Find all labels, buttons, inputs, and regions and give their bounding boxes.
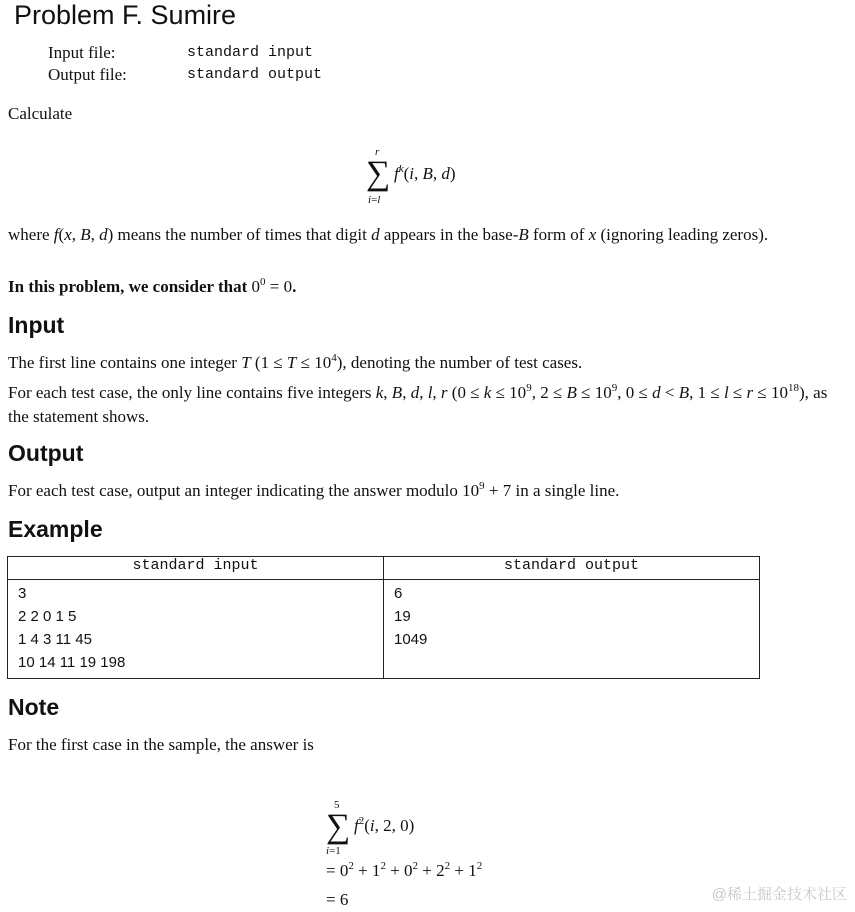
example-col-input: standard input [8, 557, 384, 580]
note-heading: Note [8, 694, 60, 720]
example-input-line: 3 [18, 585, 27, 602]
main-formula: r ∑ i=l $f^k(i$, B, d) [366, 146, 456, 206]
input-line1: The first line contains one integer T $(1 \le T \le 10^4)$, denoting the number of test cases. [8, 352, 583, 372]
watermark: @稀土掘金技术社区 [711, 886, 847, 903]
input-file-label: Input file: [48, 43, 116, 62]
problem-title: Problem F. Sumire [14, 0, 237, 30]
example-col-output: standard output [384, 557, 760, 580]
output-line1: For each test case, output an integer indicating the answer modulo $10^9 + 7$ in a single line. [8, 480, 620, 500]
example-output-line: 1049 [394, 631, 428, 648]
example-output-line: 6 [394, 585, 403, 602]
output-heading: Output [8, 440, 84, 466]
example-input-line: 10 14 11 19 198 [18, 654, 126, 671]
note-text: For the first case in the sample, the answer is [8, 735, 314, 754]
calculate-text: Calculate [8, 104, 73, 123]
example-input-line: 2 2 0 1 5 [18, 608, 77, 625]
example-output-line: 19 [394, 608, 411, 625]
example-input-line: 1 4 3 11 45 [18, 631, 92, 648]
where-text: where f(x, B, d) means the number of times that digit d appears in the base-B form of x (ignoring leading zeros). [8, 225, 769, 244]
example-output-cell [384, 580, 760, 679]
input-heading: Input [8, 312, 65, 338]
output-file-label: Output file: [48, 65, 127, 84]
input-line2: For each test case, the only line contains five integers k, B, d, l, r ($0 \le k \le 10^9$, $2 \le B \le 10^9$, 0 ≤ d < B, $1 \le l \le r \le 10^{18}$), as the statement shows. [8, 382, 828, 426]
input-file-value: standard input [187, 44, 314, 61]
bold-note: In this problem, we consider that $0^0 = 0$. [8, 276, 297, 296]
example-input-cell [8, 580, 384, 679]
example-heading: Example [8, 516, 103, 542]
output-file-value: standard output [187, 66, 323, 83]
example-table [7, 556, 760, 679]
note-formula: 5 ∑ i=1 $f^2(i$, 2, 0) = $0^2 + 1^2 + 0^2 + 2^2 + 1^2$ = 6 [326, 799, 483, 909]
